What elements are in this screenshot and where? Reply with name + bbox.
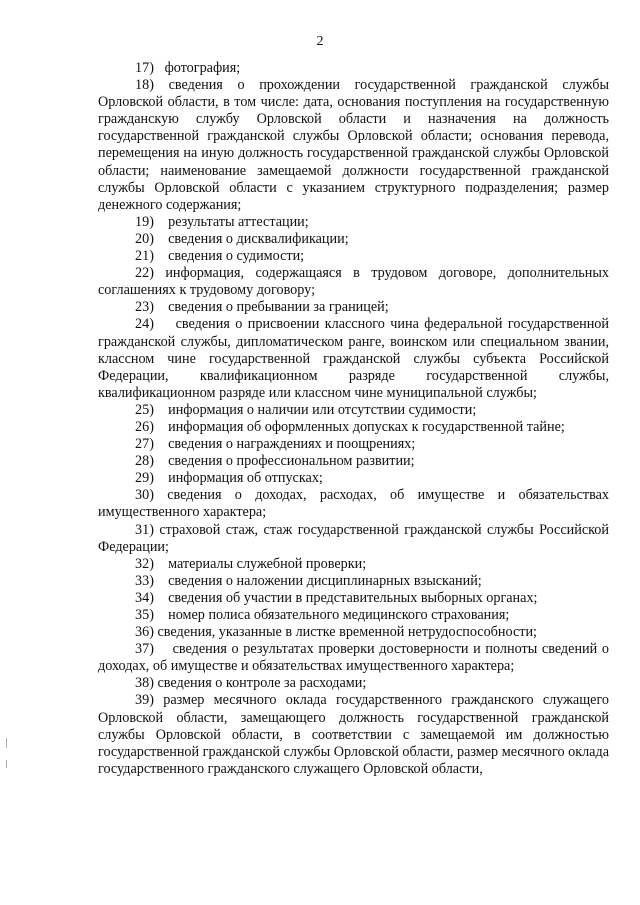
- list-item: 18) сведения о прохождении государственной гражданской службы Орловской области, в том числе: дата, основания поступления на государственную гражданскую службу Орловской области и назначения на должность государственной гражданской службы Орловской области; основания перевода, перемещения на иную должность государственной гражданской службы Орловской области; наименование замещаемой должности государственной гражданской службы Орловской области с указанием структурного подразделения; размер денежного содержания;: [98, 77, 613, 213]
- list-item: 38) сведения о контроле за расходами;: [135, 675, 367, 692]
- list-item: 27) сведения о награждениях и поощрениях;: [135, 436, 416, 453]
- list-item: 25) информация о наличии или отсутствии судимости;: [135, 401, 477, 418]
- list-item: 33) сведения о наложении дисциплинарных взысканий;: [135, 572, 482, 589]
- list-item: 39) размер месячного оклада государственного гражданского служащего Орловской области, замещающего должность государственной гражданской службы Орловской области, в соответствии с замещаемой им должностью государственной гражданской службы Орловской области, размер месячного оклада государственного гражданского служащего Орловской области,: [98, 692, 613, 777]
- list-item: 24) сведения о присвоении классного чина федеральной государственной гражданской службы, дипломатическом ранге, воинском или специальном звании, классном чине государственной гражданской службы субъекта Российской Федерации, квалификационном разряде государственной службы, квалификационном разряде или классном чине муниципальной службы;: [98, 316, 613, 401]
- list-item: 30) сведения о доходах, расходах, об имуществе и обязательствах имущественного характера;: [98, 487, 613, 521]
- margin-mark: [6, 738, 7, 748]
- list-item: 22) информация, содержащаяся в трудовом договоре, дополнительных соглашениях к трудовому договору;: [98, 265, 613, 299]
- page-number: 2: [316, 34, 324, 49]
- list-item: 34) сведения об участии в представительных выборных органах;: [135, 589, 538, 606]
- list-item: 28) сведения о профессиональном развитии;: [135, 453, 415, 470]
- list-item: 37) сведения о результатах проверки достоверности и полноты сведений о доходах, об имуществе и обязательствах имущественного характера;: [98, 641, 613, 675]
- list-item: 17) фотография;: [135, 60, 241, 76]
- list-item: 29) информация об отпусках;: [135, 470, 323, 487]
- list-item: 21) сведения о судимости;: [135, 248, 305, 265]
- list-item: 23) сведения о пребывании за границей;: [135, 299, 389, 316]
- list-item: 32) материалы служебной проверки;: [135, 555, 367, 572]
- list-item: 19) результаты аттестации;: [135, 213, 309, 230]
- list-item: 31) страховой стаж, стаж государственной гражданской службы Российской Федерации;: [98, 521, 613, 555]
- list-item: 36) сведения, указанные в листке временной нетрудоспособности;: [135, 624, 537, 641]
- list-item: 20) сведения о дисквалификации;: [135, 230, 349, 247]
- margin-mark: [6, 760, 7, 768]
- list-item: 26) информация об оформленных допусках к государственной тайне;: [135, 418, 565, 435]
- list-item: 35) номер полиса обязательного медицинского страхования;: [135, 607, 510, 623]
- document-body: [98, 60, 613, 778]
